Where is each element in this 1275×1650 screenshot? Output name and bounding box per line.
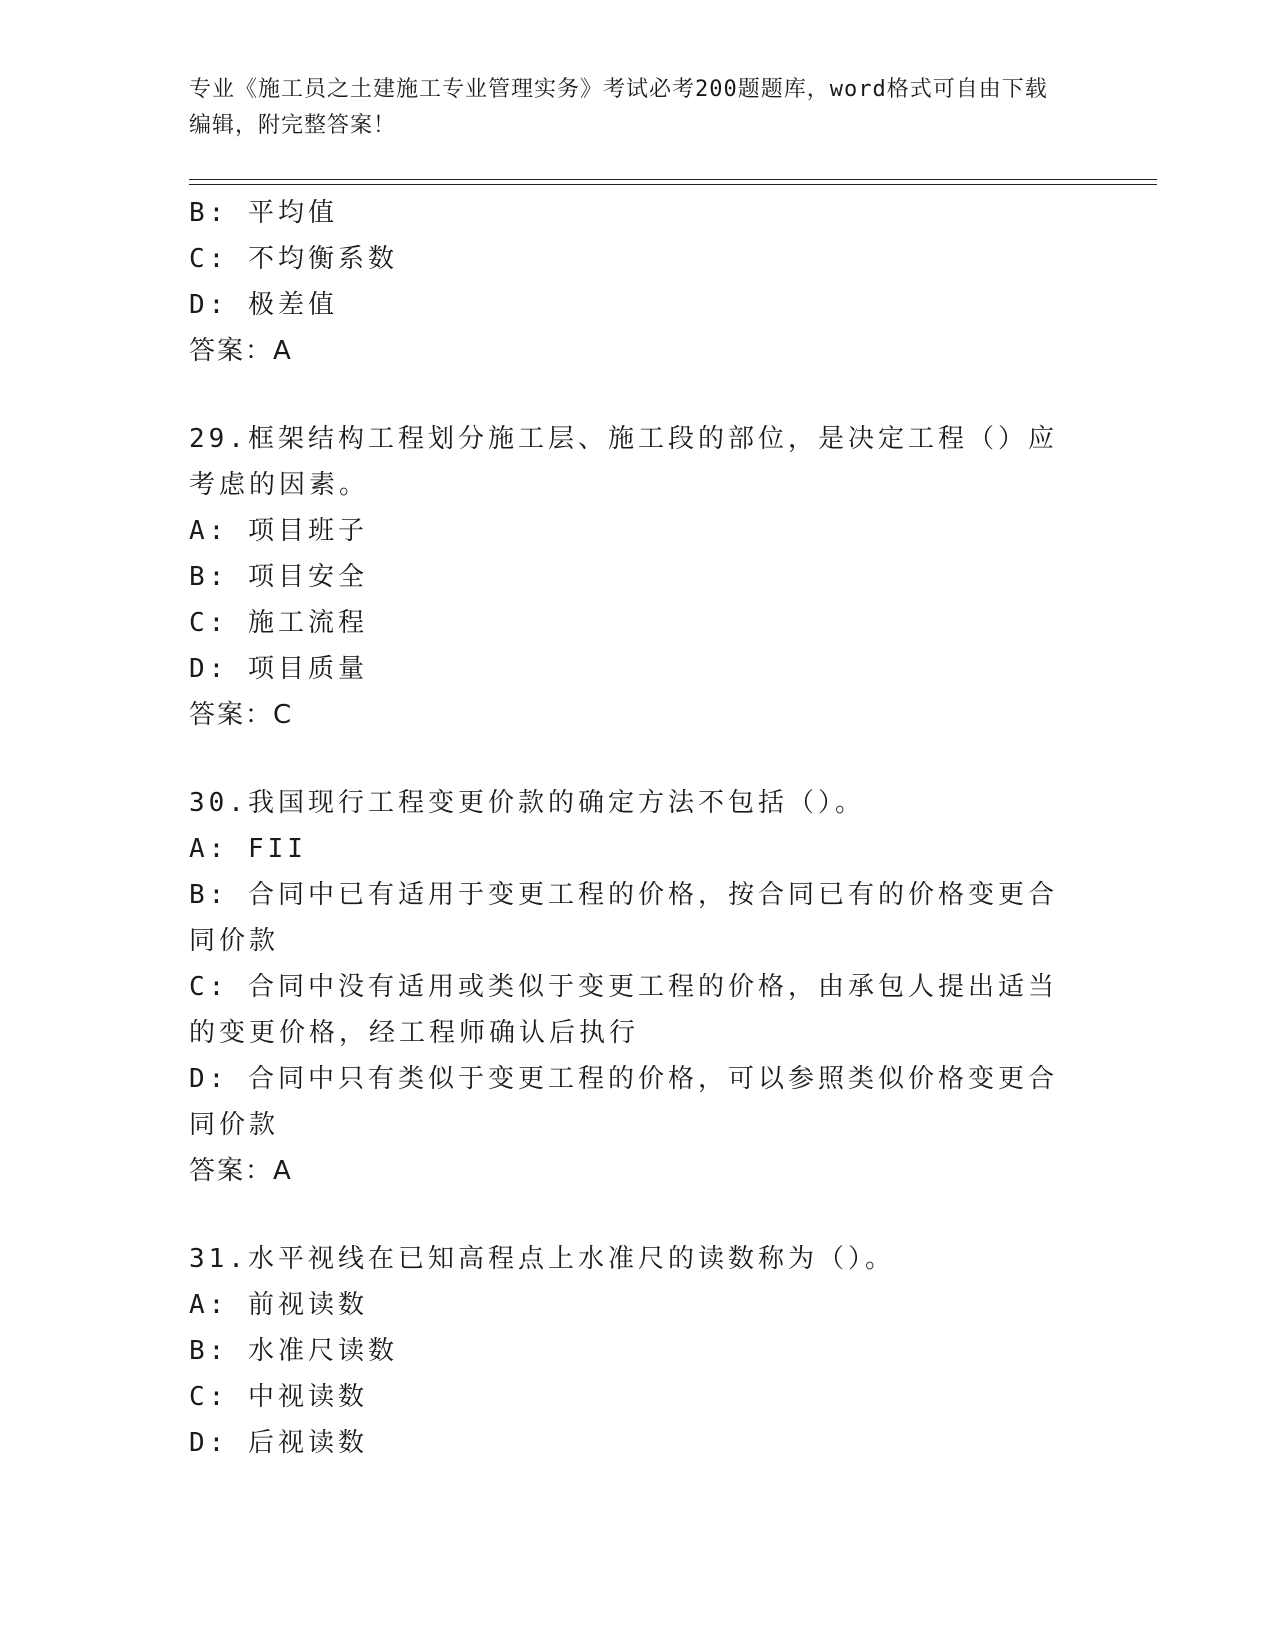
spacer [189, 1194, 1079, 1236]
option-d: D: 合同中只有类似于变更工程的价格，可以参照类似价格变更合同价款 [189, 1064, 1058, 1140]
option-b: B: 水准尺读数 [189, 1336, 398, 1366]
option-c: C: 中视读数 [189, 1382, 368, 1412]
question-stem: 30.我国现行工程变更价款的确定方法不包括（）。 [189, 788, 865, 818]
option-c: C: 不均衡系数 [189, 244, 398, 274]
header-divider-bottom [189, 184, 1157, 185]
question-stem: 31.水平视线在已知高程点上水准尺的读数称为（）。 [189, 1244, 895, 1274]
option-b: B: 平均值 [189, 198, 338, 228]
option-c: C: 施工流程 [189, 608, 368, 638]
option-b: B: 合同中已有适用于变更工程的价格，按合同已有的价格变更合同价款 [189, 880, 1058, 956]
page-header: 专业《施工员之土建施工专业管理实务》考试必考200题题库，word格式可自由下载编辑，附完整答案！ [189, 77, 1048, 138]
question-stem: 29.框架结构工程划分施工层、施工段的部位，是决定工程（）应考虑的因素。 [189, 424, 1058, 500]
question-29 [189, 416, 1079, 738]
spacer [189, 738, 1079, 780]
option-a: A: 前视读数 [189, 1290, 368, 1320]
option-b: B: 项目安全 [189, 562, 368, 592]
option-a: A: FII [189, 834, 307, 864]
option-d: D: 项目质量 [189, 654, 368, 684]
option-d: D: 极差值 [189, 290, 338, 320]
prev-question-block [189, 190, 1079, 374]
answer-line: 答案：C [189, 700, 294, 730]
question-31 [189, 1236, 1079, 1466]
question-content [189, 190, 1079, 1466]
question-30 [189, 780, 1079, 1194]
option-c: C: 合同中没有适用或类似于变更工程的价格，由承包人提出适当的变更价格，经工程师确认后执行 [189, 972, 1058, 1048]
answer-line: 答案：A [189, 1156, 293, 1186]
spacer [189, 374, 1079, 416]
option-a: A: 项目班子 [189, 516, 368, 546]
header-divider-top [189, 179, 1157, 180]
answer-line: 答案：A [189, 336, 293, 366]
option-d: D: 后视读数 [189, 1428, 368, 1458]
